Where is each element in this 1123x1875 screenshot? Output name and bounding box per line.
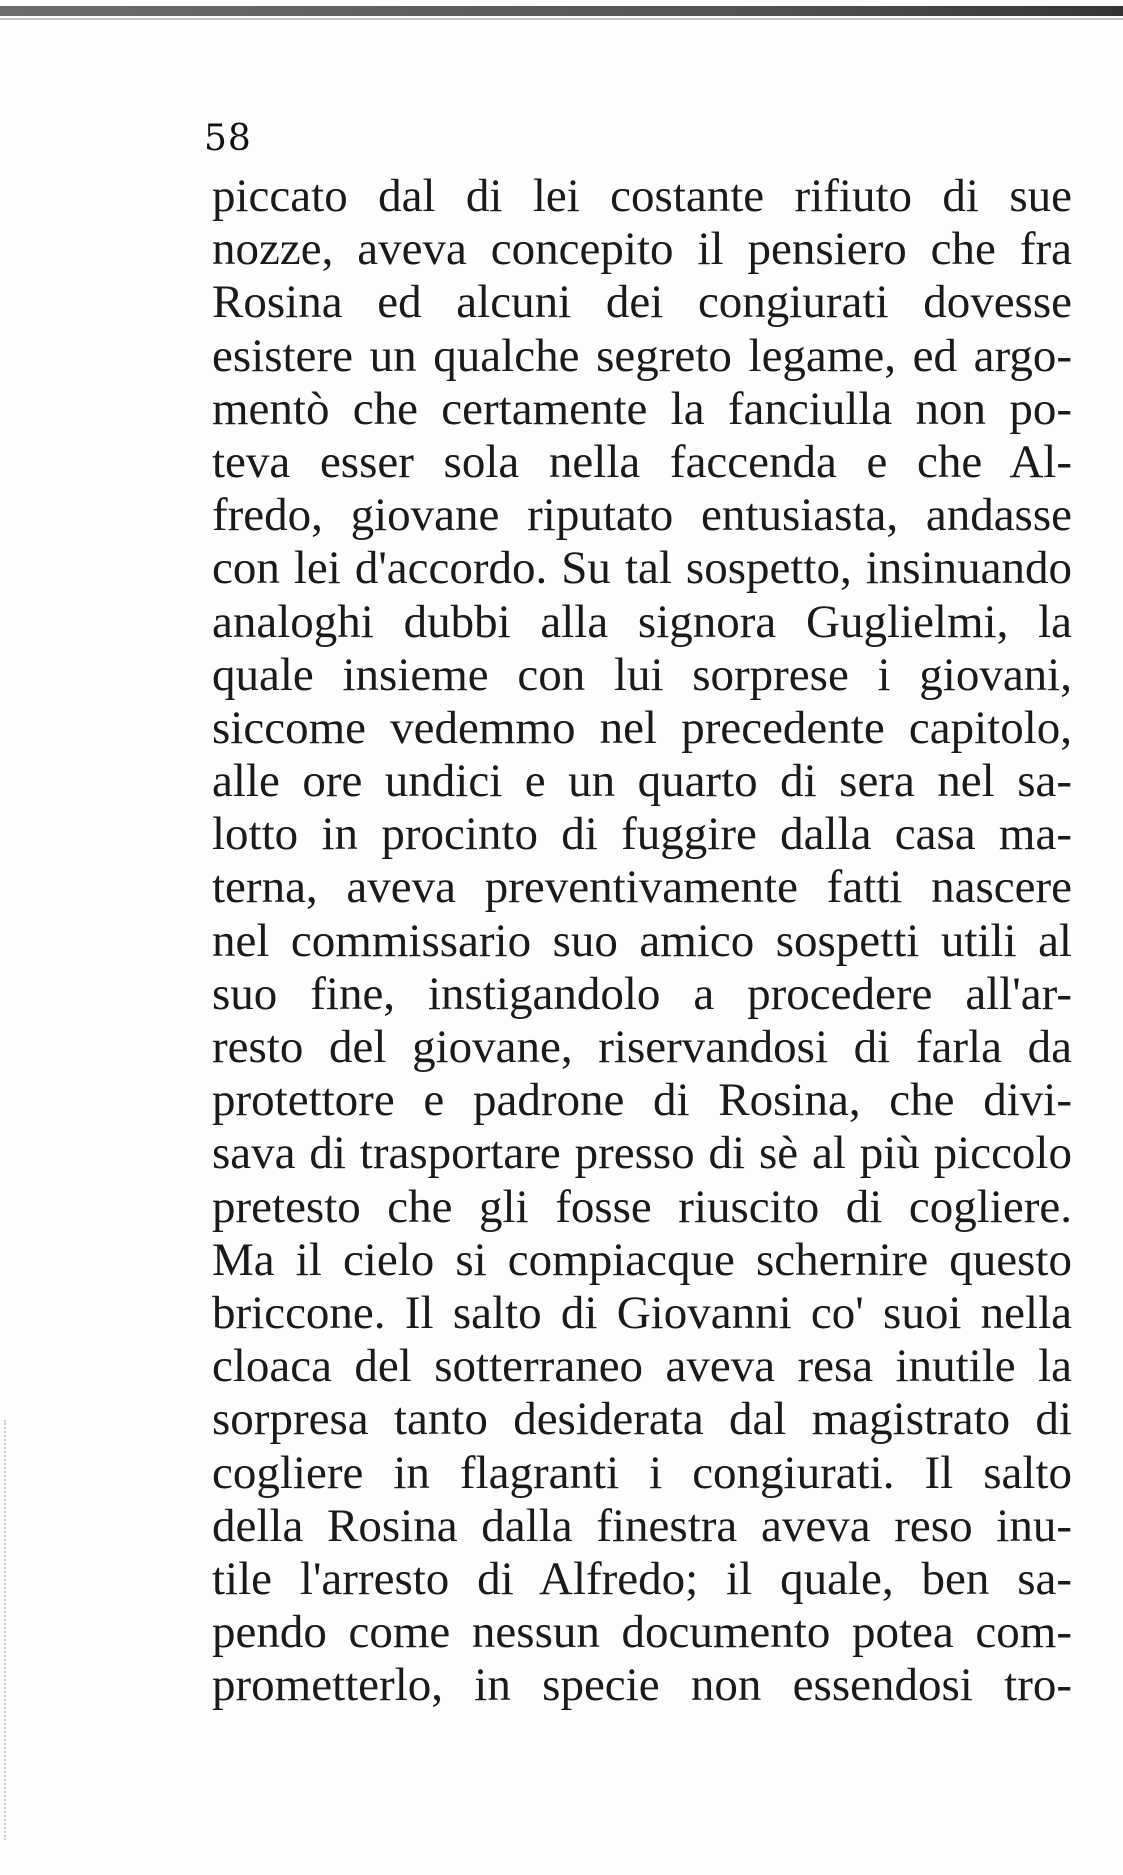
text-line: pendo come nessun documento potea com- — [212, 1606, 1072, 1659]
text-line: piccato dal di lei costante rifiuto di sue — [212, 170, 1072, 222]
text-line: analoghi dubbi alla signora Guglielmi, la — [212, 595, 1072, 648]
text-line: mentò che certamente la fanciulla non po- — [212, 382, 1072, 435]
text-line: quale insieme con lui sorprese i giovani, — [212, 648, 1072, 701]
text-line: terna, aveva preventivamente fatti nascere — [212, 861, 1072, 914]
text-line: cogliere in flagranti i congiurati. Il salto — [212, 1446, 1072, 1499]
text-line: esistere un qualche segreto legame, ed argo- — [212, 329, 1072, 382]
text-line: alle ore undici e un quarto di sera nel sa- — [212, 755, 1072, 808]
text-line: fredo, giovane riputato entusiasta, andasse — [212, 489, 1072, 542]
page-number: 58 — [204, 118, 252, 159]
body-text — [212, 170, 1072, 1712]
text-line: teva esser sola nella faccenda e che Al- — [212, 435, 1072, 488]
text-line: tile l'arresto di Alfredo; il quale, ben sa- — [212, 1552, 1072, 1605]
text-line: nel commissario suo amico sospetti utili al — [212, 914, 1072, 967]
text-line: protettore e padrone di Rosina, che divi- — [212, 1074, 1072, 1127]
text-line: lotto in procinto di fuggire dalla casa ma- — [212, 808, 1072, 861]
text-line: suo fine, instigandolo a procedere all'ar- — [212, 967, 1072, 1020]
text-line: siccome vedemmo nel precedente capitolo, — [212, 701, 1072, 754]
page-top-edge — [0, 6, 1123, 16]
page-top-edge-shadow — [0, 18, 1123, 20]
text-line: sorpresa tanto desiderata dal magistrato di — [212, 1393, 1072, 1446]
page-margin-specks — [4, 1420, 10, 1840]
text-line: cloaca del sotterraneo aveva resa inutile la — [212, 1340, 1072, 1393]
text-line: resto del giovane, riservandosi di farla da — [212, 1021, 1072, 1073]
text-line: prometterlo, in specie non essendosi tro- — [212, 1659, 1072, 1712]
text-line: nozze, aveva concepito il pensiero che fra — [212, 223, 1072, 276]
text-line: con lei d'accordo. Su tal sospetto, insinuando — [212, 542, 1072, 595]
text-line: pretesto che gli fosse riuscito di cogliere. — [212, 1180, 1072, 1233]
text-line: Ma il cielo si compiacque schernire questo — [212, 1233, 1072, 1286]
text-line: briccone. Il salto di Giovanni co' suoi nella — [212, 1286, 1072, 1339]
text-line: della Rosina dalla finestra aveva reso inu- — [212, 1499, 1072, 1552]
text-line: Rosina ed alcuni dei congiurati dovesse — [212, 276, 1072, 329]
text-line: sava di trasportare presso di sè al più piccolo — [212, 1127, 1072, 1180]
